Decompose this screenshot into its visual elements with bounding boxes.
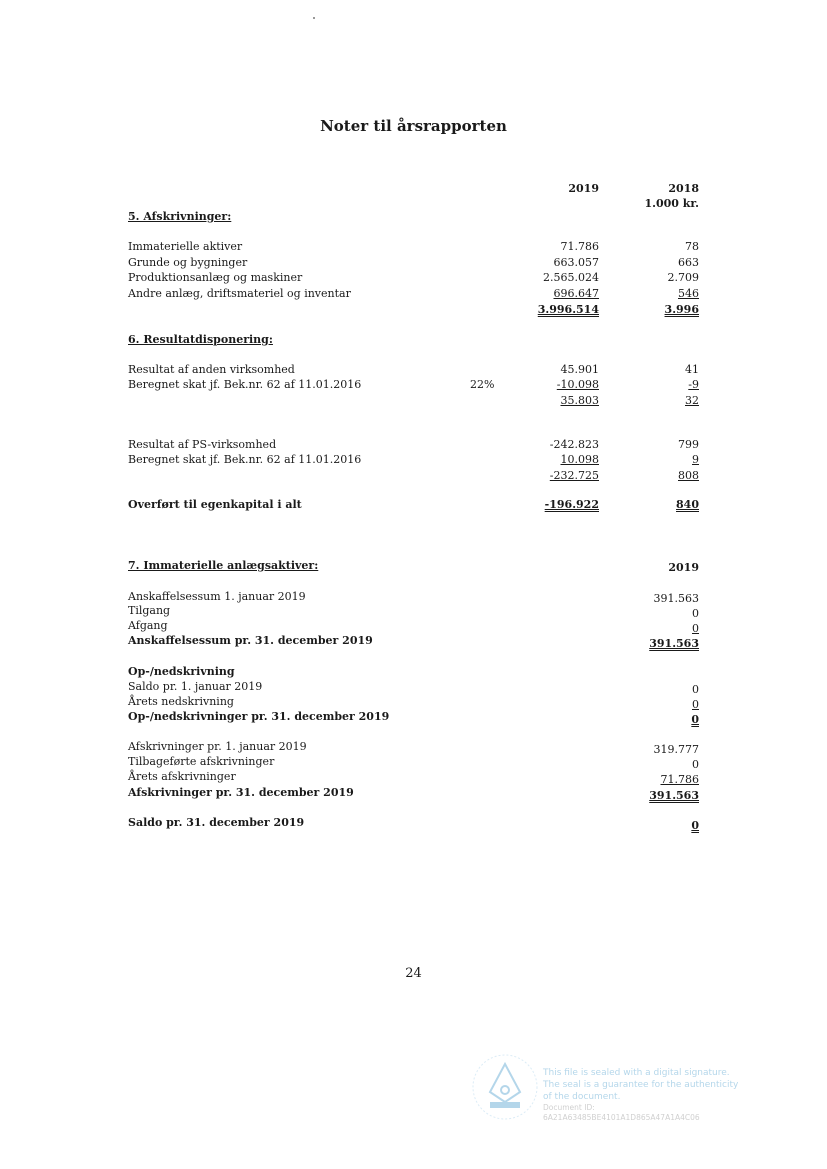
note6-tax-label: Beregnet skat jf. Bek.nr. 62 af 11.01.2016	[128, 378, 362, 391]
note6-ps-result-label: Resultat af PS-virksomhed	[128, 438, 277, 451]
note7-disposals-label: Afgang	[128, 619, 168, 632]
note7-depr-reversed-value: 0	[692, 758, 699, 771]
note6-tax-rate: 22%	[470, 378, 495, 391]
note5-row-label: Immaterielle aktiver	[128, 240, 243, 253]
note7-impairment-closing-label: Op-/nedskrivninger pr. 31. december 2019	[128, 710, 390, 723]
note7-depr-closing-value: 391.563	[649, 789, 699, 802]
note6-other-result-label: Resultat af anden virksomhed	[128, 363, 295, 376]
note6-ps-tax-2018: 9	[692, 453, 699, 466]
note6-total-2019: -196.922	[544, 498, 599, 511]
note7-balance-label: Saldo pr. 31. december 2019	[128, 816, 305, 829]
note6-subtotal-2019: 35.803	[560, 394, 599, 407]
note7-additions-value: 0	[692, 607, 699, 620]
note7-col-header: 2019	[668, 561, 699, 574]
note6-total-2018: 840	[676, 498, 699, 511]
seal-id-label: Document ID:	[543, 1103, 595, 1112]
col-header-2019: 2019	[568, 182, 599, 195]
note6-ps-tax-label: Beregnet skat jf. Bek.nr. 62 af 11.01.2016	[128, 453, 362, 466]
note7-additions-label: Tilgang	[128, 604, 171, 617]
note5-row-label: Produktionsanlæg og maskiner	[128, 271, 303, 284]
note7-balance-value: 0	[691, 819, 699, 832]
digital-seal	[470, 1050, 770, 1130]
note7-cost-closing-label: Anskaffelsessum pr. 31. december 2019	[128, 634, 373, 647]
note7-impairment-opening-value: 0	[692, 683, 699, 696]
note5-row-2018: 546	[678, 287, 699, 300]
note5-heading: 5. Afskrivninger:	[128, 210, 232, 223]
note7-cost-closing-value: 391.563	[649, 637, 699, 650]
note6-total-label: Overført til egenkapital i alt	[128, 498, 302, 511]
note6-other-result-2019: 45.901	[560, 363, 599, 376]
seal-line-2: The seal is a guarantee for the authenticity	[543, 1080, 739, 1090]
note5-total-2019: 3.996.514	[537, 303, 599, 316]
note7-impairment-year-label: Årets nedskrivning	[128, 695, 234, 708]
note5-row-2019: 71.786	[560, 240, 599, 253]
note7-depr-reversed-label: Tilbageførte afskrivninger	[128, 755, 275, 768]
note5-row-2018: 663	[678, 256, 699, 269]
note5-row-label: Grunde og bygninger	[128, 256, 248, 269]
page-title: Noter til årsrapporten	[320, 117, 507, 135]
note5-row-2018: 2.709	[667, 271, 699, 284]
col-header-2018: 2018	[668, 182, 699, 195]
note5-row-label: Andre anlæg, driftsmateriel og inventar	[128, 287, 351, 300]
note7-cost-opening-label: Anskaffelsessum 1. januar 2019	[128, 590, 306, 603]
seal-line-3: of the document.	[543, 1092, 621, 1102]
note7-depr-year-label: Årets afskrivninger	[128, 770, 236, 783]
note6-ps-subtotal-2019: -232.725	[549, 469, 599, 482]
note7-impairment-heading: Op-/nedskrivning	[128, 665, 235, 678]
note7-impairment-opening-label: Saldo pr. 1. januar 2019	[128, 680, 263, 693]
note7-disposals-value: 0	[692, 622, 699, 635]
note7-depr-opening-label: Afskrivninger pr. 1. januar 2019	[128, 740, 307, 753]
note5-total-2018: 3.996	[664, 303, 699, 316]
note5-row-2019: 696.647	[553, 287, 599, 300]
note5-row-2018: 78	[685, 240, 699, 253]
note7-impairment-year-value: 0	[692, 698, 699, 711]
note6-heading: 6. Resultatdisponering:	[128, 333, 273, 346]
note6-subtotal-2018: 32	[685, 394, 699, 407]
note7-impairment-closing-value: 0	[691, 713, 699, 726]
note6-tax-2018: -9	[688, 378, 699, 391]
note6-tax-2019: -10.098	[556, 378, 599, 391]
note6-ps-result-2018: 799	[678, 438, 699, 451]
note6-ps-result-2019: -242.823	[549, 438, 599, 451]
note6-ps-subtotal-2018: 808	[678, 469, 699, 482]
seal-id-value: 6A21A63485BE4101A1D865A47A1A4C06	[543, 1113, 700, 1122]
note6-other-result-2018: 41	[685, 363, 699, 376]
pen-seal-icon	[470, 1052, 540, 1122]
note7-depr-year-value: 71.786	[660, 773, 699, 786]
note7-cost-opening-value: 391.563	[653, 592, 699, 605]
col-header-unit: 1.000 kr.	[644, 197, 699, 210]
note7-depr-closing-label: Afskrivninger pr. 31. december 2019	[128, 786, 354, 799]
note5-row-2019: 2.565.024	[543, 271, 599, 284]
note7-heading: 7. Immaterielle anlægsaktiver:	[128, 559, 319, 572]
page-number: 24	[405, 966, 422, 981]
scan-speck	[313, 17, 315, 19]
note7-depr-opening-value: 319.777	[653, 743, 699, 756]
note6-ps-tax-2019: 10.098	[560, 453, 599, 466]
seal-line-1: This file is sealed with a digital signature.	[543, 1068, 730, 1078]
note5-row-2019: 663.057	[553, 256, 599, 269]
